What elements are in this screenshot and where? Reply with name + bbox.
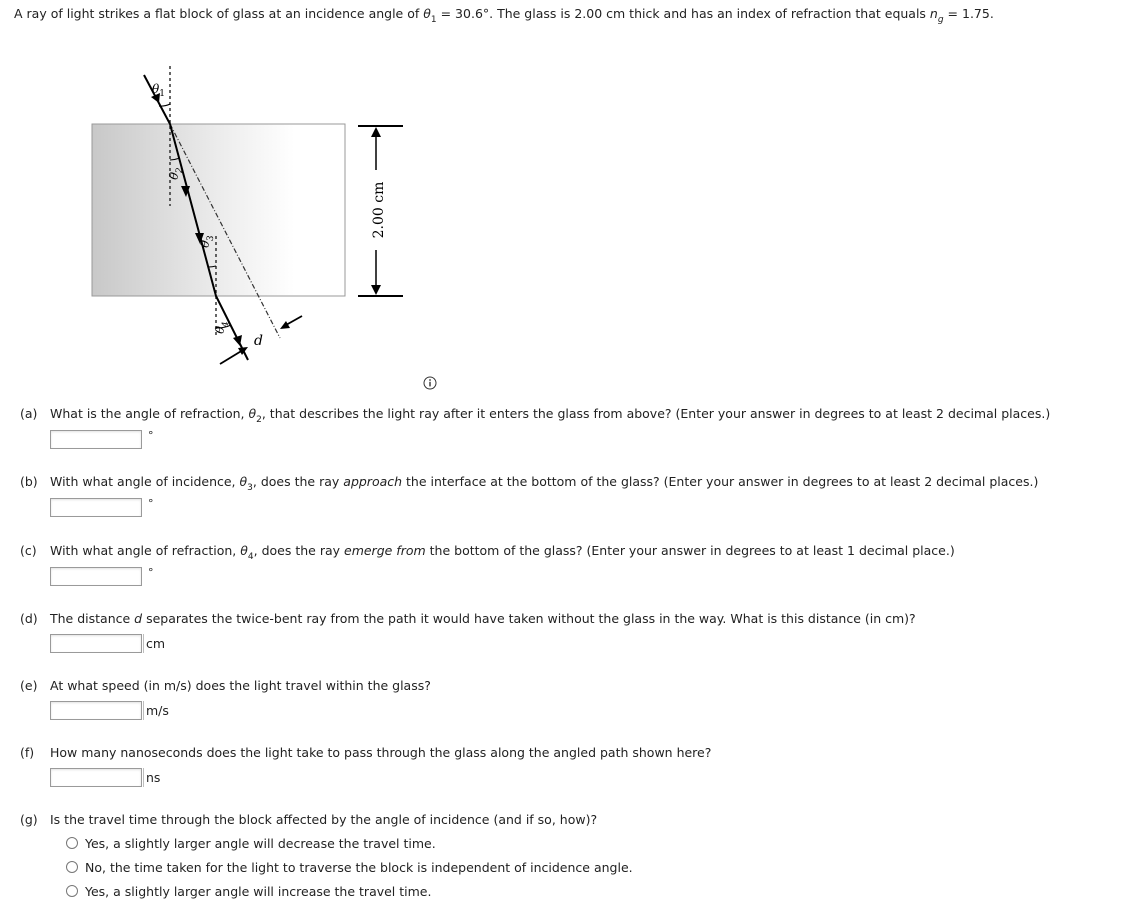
question-emphasis: approach (343, 474, 403, 489)
intro-theta: θ (423, 6, 431, 21)
question-letter: (d) (20, 611, 38, 626)
d-arrowhead-left (238, 347, 248, 355)
answer-c-input[interactable] (50, 567, 142, 586)
radio-button[interactable] (66, 837, 78, 849)
question-text: With what angle of incidence, (50, 474, 240, 489)
d-label: d (254, 333, 263, 349)
intro-text-3: = 1.75. (943, 6, 994, 21)
unit-divider (143, 768, 144, 787)
unit-label: ° (148, 566, 154, 579)
dim-arrowhead-top (371, 127, 381, 137)
question-g (20, 812, 597, 827)
option-label: No, the time taken for the light to traverse the block is independent of incidence angle. (85, 860, 633, 875)
answer-a-input[interactable] (50, 430, 142, 449)
unit-label: cm (146, 636, 166, 651)
question-sub: 2 (256, 415, 262, 425)
question-d (20, 611, 916, 626)
theta2-label: $\theta_2$ (166, 166, 186, 181)
question-text: How many nanoseconds does the light take to pass through the glass along the angled path shown here? (50, 745, 712, 760)
question-theta: θ (248, 406, 257, 421)
question-text: Is the travel time through the block affected by the angle of incidence (and if so, how)? (50, 812, 598, 827)
answer-f-input[interactable] (50, 768, 142, 787)
answer-e-input[interactable] (50, 701, 142, 720)
question-c (20, 543, 955, 562)
radio-button[interactable] (66, 885, 78, 897)
question-text: , does the ray (252, 474, 344, 489)
option-label: Yes, a slightly larger angle will decrease the travel time. (85, 836, 436, 851)
glass-block (92, 124, 345, 296)
question-text: , does the ray (253, 543, 344, 558)
option-1[interactable] (66, 836, 436, 851)
info-icon[interactable] (423, 376, 437, 390)
question-letter: (a) (20, 406, 38, 421)
question-letter: (f) (20, 745, 35, 760)
option-label: Yes, a slightly larger angle will increase the travel time. (85, 884, 432, 899)
question-emphasis: emerge from (344, 543, 426, 558)
unit-divider (143, 701, 144, 720)
radio-button[interactable] (66, 861, 78, 873)
option-2[interactable] (66, 860, 633, 875)
unit-label: ° (148, 497, 154, 510)
unit-divider (143, 634, 144, 653)
d-arrow-left (220, 350, 243, 364)
question-letter: (b) (20, 474, 38, 489)
d-arrowhead-right (280, 321, 290, 329)
question-text: the bottom of the glass? (Enter your answer in degrees to at least 1 decimal place.) (425, 543, 955, 558)
problem-statement (14, 6, 994, 25)
d-arrow-right (286, 316, 302, 325)
question-sub: 3 (247, 483, 253, 493)
question-text: With what angle of refraction, (50, 543, 241, 558)
answer-b-input[interactable] (50, 498, 142, 517)
question-letter: (c) (20, 543, 37, 558)
refraction-diagram (60, 60, 420, 370)
question-text: separates the twice-bent ray from the path it would have taken without the glass in the way. What is this distance (in cm)? (142, 611, 916, 626)
theta1-label: $\theta_1$ (152, 82, 165, 99)
answer-d-input[interactable] (50, 634, 142, 653)
question-letter: (e) (20, 678, 38, 693)
theta4-label: $\theta_4$ (212, 320, 232, 335)
question-emphasis: d (134, 611, 143, 626)
question-text: , that describes the light ray after it enters the glass from above? (Enter your answer in degrees to at least 2 decimal places.) (261, 406, 1051, 421)
intro-text-2: = 30.6°. The glass is 2.00 cm thick and has an index of refraction that equals (436, 6, 930, 21)
dim-arrowhead-bottom (371, 285, 381, 295)
question-text: What is the angle of refraction, (50, 406, 249, 421)
question-text: The distance (50, 611, 135, 626)
intro-n: n (929, 6, 938, 21)
intro-text-1: A ray of light strikes a flat block of glass at an incidence angle of (14, 6, 424, 21)
intro-sub-g: g (937, 15, 944, 25)
question-theta: θ (240, 543, 248, 558)
question-sub: 4 (247, 552, 254, 562)
option-3[interactable] (66, 884, 431, 899)
question-theta: θ (239, 474, 248, 489)
intro-sub-1: 1 (430, 15, 437, 25)
question-a (20, 406, 1050, 425)
question-b (20, 474, 1038, 493)
theta3-label: $\theta_3$ (197, 234, 217, 249)
thickness-label: 2.00 cm (371, 181, 387, 239)
unit-label: ns (146, 770, 161, 785)
question-f (20, 745, 711, 760)
question-letter: (g) (20, 812, 38, 827)
question-text: At what speed (in m/s) does the light travel within the glass? (50, 678, 431, 693)
question-e (20, 678, 431, 693)
question-text: the interface at the bottom of the glass? (Enter your answer in degrees to at least 2 decimal places.) (402, 474, 1039, 489)
unit-label: m/s (146, 703, 169, 718)
unit-label: ° (148, 429, 154, 442)
